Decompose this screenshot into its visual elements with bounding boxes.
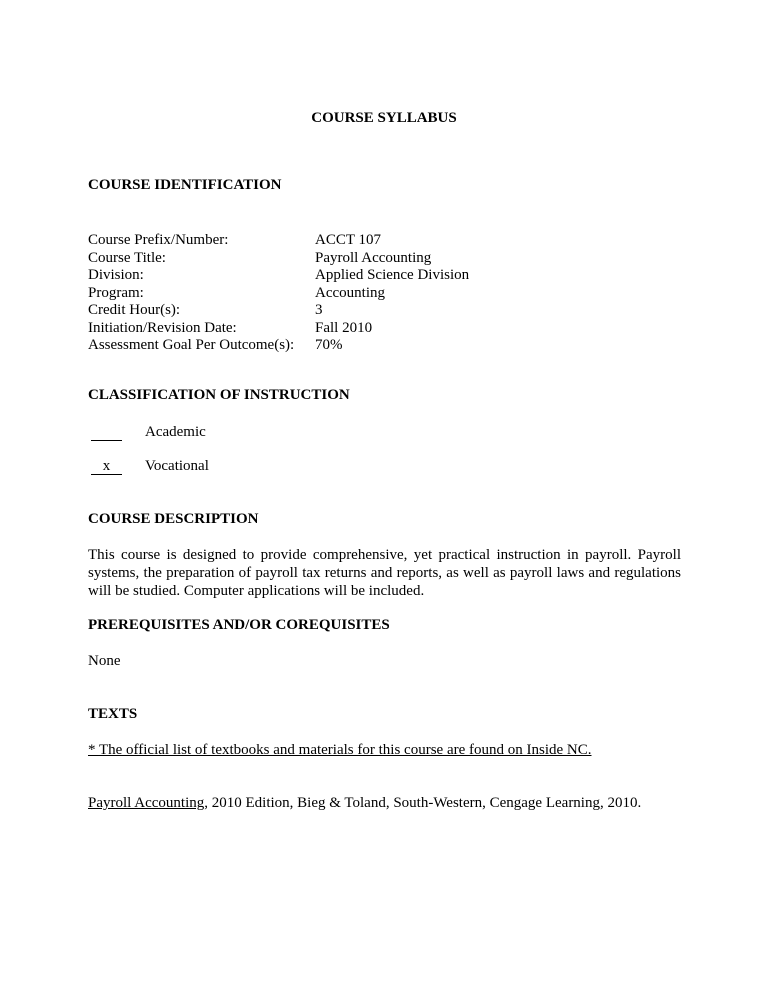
label-credit-hours: Credit Hour(s): xyxy=(88,302,181,318)
vocational-label: Vocational xyxy=(145,458,209,474)
page-title: COURSE SYLLABUS xyxy=(311,110,457,126)
identification-labels xyxy=(88,232,294,355)
label-course-prefix: Course Prefix/Number: xyxy=(88,232,229,248)
value-assessment-goal: 70% xyxy=(315,337,343,353)
value-program: Accounting xyxy=(315,284,385,301)
identification-values xyxy=(315,232,469,355)
classification-heading: CLASSIFICATION OF INSTRUCTION xyxy=(88,387,350,403)
label-assessment-goal: Assessment Goal Per Outcome(s): xyxy=(88,337,295,353)
course-description-text: This course is designed to provide comprehensive, yet practical instruction in payroll. Payroll systems, the preparation of payroll tax returns and reports, as well as payroll laws and regulations will be studied. Computer applications will be included. xyxy=(88,547,681,599)
prerequisites-heading: PREREQUISITES AND/OR COREQUISITES xyxy=(88,617,390,633)
value-course-title: Payroll Accounting xyxy=(315,249,432,266)
value-course-prefix: ACCT 107 xyxy=(315,232,381,248)
vocational-mark-blank: x xyxy=(91,458,122,475)
official-textbook-note: * The official list of textbooks and materials for this course are found on Inside NC. xyxy=(88,742,592,758)
course-description-heading: COURSE DESCRIPTION xyxy=(88,511,259,527)
value-revision-date: Fall 2010 xyxy=(315,319,373,336)
course-identification-heading: COURSE IDENTIFICATION xyxy=(88,177,282,193)
academic-mark-blank xyxy=(91,424,122,441)
textbook-details: , 2010 Edition, Bieg & Toland, South-Western, Cengage Learning, 2010. xyxy=(204,795,642,811)
label-course-title: Course Title: xyxy=(88,249,166,266)
academic-label: Academic xyxy=(145,424,206,440)
textbook-title: Payroll Accounting xyxy=(88,795,205,811)
value-division: Applied Science Division xyxy=(315,267,470,283)
label-revision-date: Initiation/Revision Date: xyxy=(88,319,237,336)
value-credit-hours: 3 xyxy=(315,302,323,318)
texts-heading: TEXTS xyxy=(88,706,138,722)
label-program: Program: xyxy=(88,284,144,301)
textbook-citation xyxy=(88,795,641,812)
label-division: Division: xyxy=(88,267,144,283)
prerequisites-text: None xyxy=(88,653,121,669)
